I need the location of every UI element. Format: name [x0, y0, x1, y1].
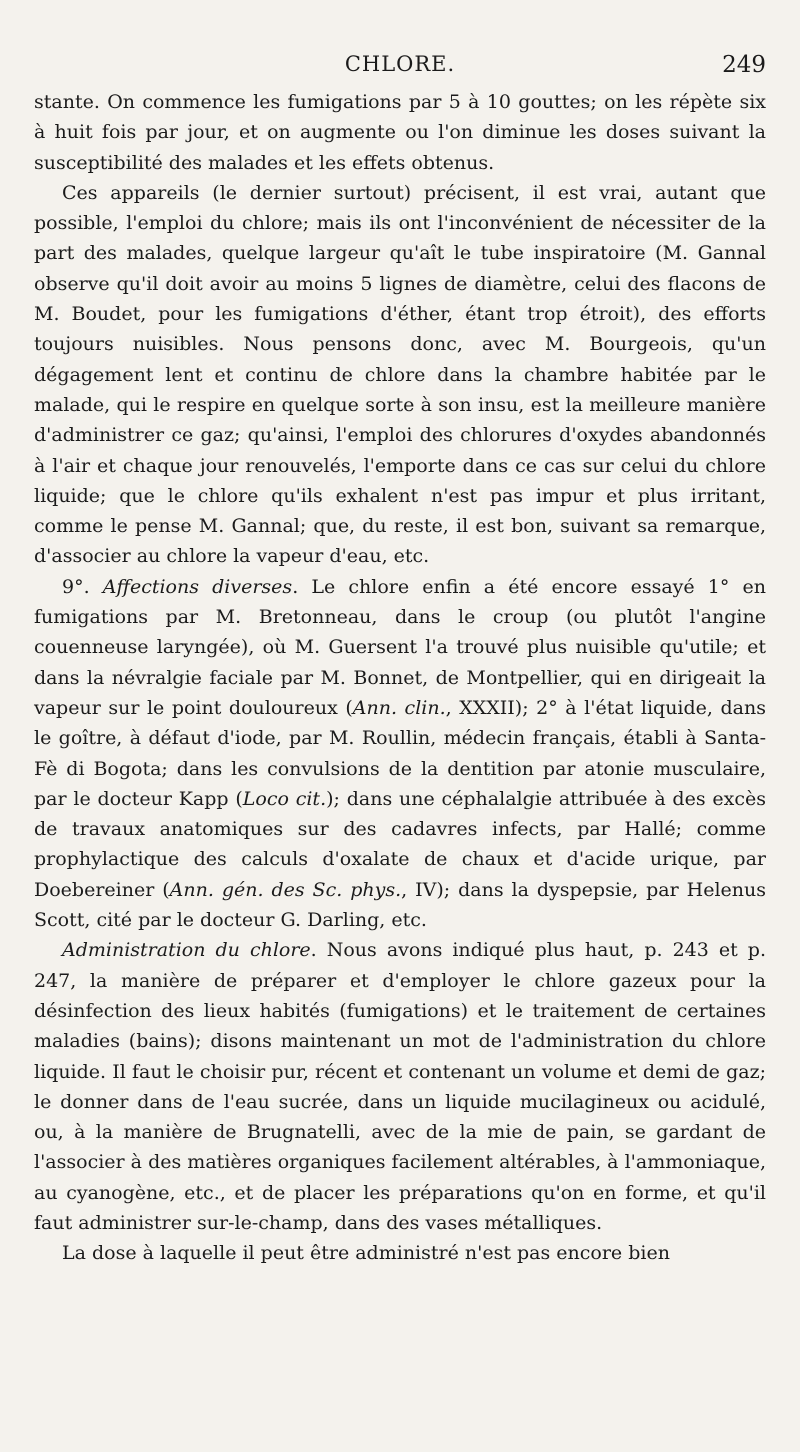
- running-title: CHLORE.: [344, 52, 456, 76]
- text-segment: . Le chlore enfin a été encore essayé 1° en fumigations par M. Bretonneau, dans le croup (ou plutôt l'angine couenneuse laryngée), où M. Guersent l'a trouvé plus nuisible qu'utile; et dans la névralgie faciale par M. Bonnet, de Montpellier, qui en dirigeait la vapeur sur le point douloureux (: [34, 575, 766, 719]
- paragraph-continuation: stante. On commence les fumigations par 5 à 10 gouttes; on les répète six à huit fois par jour, et on augmente ou l'on diminue les doses suivant la susceptibilité des malades et les effets obtenus.: [34, 91, 766, 174]
- page-header: [34, 52, 766, 86]
- paragraph-affections-diverses: [34, 572, 766, 936]
- page-number: 249: [722, 52, 766, 78]
- paragraph-appareils: Ces appareils (le dernier surtout) précisent, il est vrai, autant que possible, l'emploi du chlore; mais ils ont l'inconvénient de nécessiter de la part des malades, quelque largeur qu'aît le tube inspiratoire (M. Gannal observe qu'il doit avoir au moins 5 lignes de diamètre, celui des flacons de M. Boudet, pour les fumigations d'éther, étant trop étroit), des efforts toujours nuisibles. Nous pensons donc, avec M. Bourgeois, qu'un dégagement lent et continu de chlore dans la chambre habitée par le malade, qui le respire en quelque sorte à son insu, est la meilleure manière d'administrer ce gaz; qu'ainsi, l'emploi des chlorures d'oxydes abandonnés à l'air et chaque jour renouvelés, l'emporte dans ce cas sur celui du chlore liquide; que le chlore qu'ils exhalent n'est pas impur et plus irritant, comme le pense M. Gannal; que, du reste, il est bon, suivant sa remarque, d'associer au chlore la vapeur d'eau, etc.: [34, 181, 766, 568]
- text-segment: . Nous avons indiqué plus haut, p. 243 et p. 247, la manière de préparer et d'employer le chlore gazeux pour la désinfection des lieux habités (fumigations) et le traitement de certaines maladies (bains); disons maintenant un mot de l'administration du chlore liquide. Il faut le choisir pur, récent et contenant un volume et demi de gaz; le donner dans de l'eau sucrée, dans un liquide mucilagineux ou acidulé, ou, à la manière de Brugnatelli, avec de la mie de pain, se gardant de l'associer à des matières organiques facilement altérables, à l'ammoniaque, au cyanogène, etc., et de placer les préparations qu'on en forme, et qu'il faut administrer sur-le-champ, dans des vases métalliques.: [34, 939, 766, 1234]
- citation-loco-cit: Loco cit.: [242, 787, 327, 810]
- section-heading-administration: Administration du chlore: [62, 939, 311, 962]
- section-heading-affections: Affections diverses: [102, 575, 293, 598]
- text-segment: ); dans une céphalalgie attribuée à des excès de travaux anatomiques sur des cadavres infects, par Hallé; comme prophylactique des calculs d'oxalate de chaux et d'acide urique, par Doebereiner (: [34, 787, 766, 901]
- text-segment: , IV); dans la dyspepsie, par Helenus Scott, cité par le docteur G. Darling, etc.: [34, 878, 766, 932]
- citation-ann-gen: Ann. gén. des Sc. phys.: [169, 878, 402, 901]
- paragraph-administration: [34, 935, 766, 1238]
- text-segment: , XXXII); 2° à l'état liquide, dans le goître, à défaut d'iode, par M. Roullin, médecin français, établi à Santa-Fè di Bogota; dans les convulsions de la dentition par atonie musculaire, par le docteur Kapp (: [34, 696, 766, 810]
- paragraph-dose: La dose à laquelle il peut être administré n'est pas encore bien: [62, 1242, 670, 1265]
- section-number: 9°.: [62, 575, 103, 598]
- citation-ann-clin: Ann. clin.: [352, 696, 446, 719]
- page-body: [34, 87, 766, 1269]
